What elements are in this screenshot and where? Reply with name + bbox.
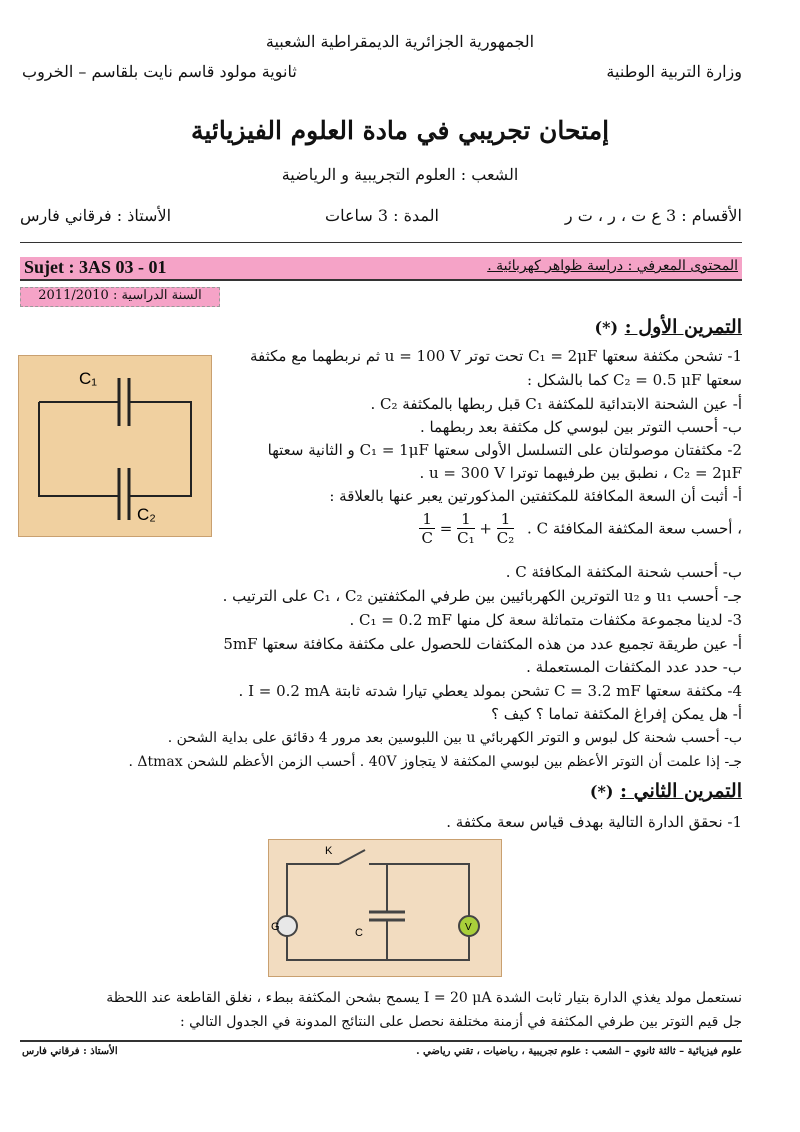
sujet-bar: [20, 257, 742, 281]
c1-label: C₁: [79, 369, 98, 388]
v-label: V: [465, 922, 472, 933]
ex1-mark: (*): [594, 318, 619, 337]
ex2-heading: [590, 780, 742, 802]
exam-title: إمتحان تجريبي في مادة العلوم الفيزيائية: [190, 116, 610, 145]
school-label: ثانوية مولود قاسم نايت بلقاسم – الخروب: [22, 62, 297, 81]
measurement-circuit: [269, 840, 501, 976]
formula-t1-den: C₁: [457, 529, 475, 547]
footer-teacher: الأستاذ : فرقاني فارس: [22, 1046, 118, 1057]
ex1-line-16: ب- أحسب شحنة كل لبوس و التوتر الكهربائي u بين اللبوسين بعد مرور 4 دقائق على بداية الشحن .: [167, 730, 742, 746]
republic-title: الجمهورية الجزائرية الديمقراطية الشعبية: [265, 32, 535, 51]
ex1-line-4: ب- أحسب التوتر بين لبوسي كل مكثفة بعد ربطهما .: [419, 418, 742, 436]
formula-lhs-num: 1: [419, 510, 435, 529]
ex2-title: التمرين الثاني :: [620, 780, 742, 802]
teacher-label: الأستاذ : فرقاني فارس: [20, 206, 172, 225]
c-label: C: [355, 927, 363, 939]
ex1-line-17: جـ- إذا علمت أن التوتر الأعظم بين لبوسي المكثفة لا يتجاوز 40V . أحسب الزمن الأعظم للشحن Δtmax .: [128, 754, 742, 770]
ex2-mark: (*): [589, 782, 614, 801]
k-label: K: [325, 845, 333, 857]
header-divider: [20, 242, 742, 243]
ex1-title: التمرين الأول :: [624, 316, 742, 338]
ex1-formula-row: [220, 510, 742, 556]
ex2-line-3: جل قيم التوتر بين طرفي المكثفة في أزمنة مختلفة نحصل على النتائج المدونة في الجدول التالي :: [180, 1014, 742, 1030]
ex1-line-12: أ- عين طريقة تجميع عدد من هذه المكثفات للحصول على مكثفة مكافئة سعتها 5mF: [223, 635, 742, 653]
formula-t2-num: 1: [497, 510, 515, 529]
ministry-label: وزارة التربية الوطنية: [606, 62, 742, 81]
ex1-figure: [18, 355, 212, 537]
branches-label: الشعب : العلوم التجريبية و الرياضية: [281, 165, 519, 184]
ex1-line-1: 1- تشحن مكثفة سعتها C₁ = 2μF تحت توتر u = 100 V ثم نربطهما مع مكثفة: [249, 347, 742, 365]
ex2-line-1: 1- نحقق الدارة التالية بهدف قياس سعة مكثفة .: [446, 813, 742, 831]
equivalent-capacitance-formula: [419, 510, 514, 547]
ex1-line-13: ب- حدد عدد المكثفات المستعملة .: [526, 658, 742, 676]
sujet-content: المحتوى المعرفي : دراسة ظواهر كهربائية .: [487, 258, 738, 274]
g-label: G: [271, 921, 280, 933]
ex1-heading: [595, 316, 743, 338]
ex1-line-9: ب- أحسب شحنة المكثفة المكافئة C .: [505, 563, 742, 581]
duration-label: المدة : 3 ساعات: [325, 206, 439, 225]
formula-plus: +: [479, 519, 492, 538]
ex1-line-14: 4- مكثفة سعتها C = 3.2 mF تشحن بمولد يعطي تيارا شدته ثابتة I = 0.2 mA .: [238, 682, 742, 700]
ex1-line-8: ، أحسب سعة المكثفة المكافئة C .: [527, 519, 742, 538]
ex1-line-6: C₂ = 2μF ، نطبق بين طرفيهما توترا u = 300 V .: [419, 464, 742, 482]
ex2-line-2: نستعمل مولد يغذي الدارة بتيار ثابت الشدة I = 20 μA يسمح بشحن المكثفة ببطء ، نغلق القاطعة عند اللحظة: [106, 990, 742, 1006]
ex1-line-5: 2- مكثفتان موصولتان على التسلسل الأولى سعتها C₁ = 1μF و الثانية سعتها: [267, 441, 742, 459]
ex1-line-2: سعتها C₂ = 0.5 μF كما بالشكل :: [526, 371, 742, 389]
ex1-line-3: أ- عين الشحنة الابتدائية للمكثفة C₁ قبل ربطها بالمكثفة C₂ .: [370, 395, 742, 413]
school-year: السنة الدراسية : 2011/2010: [20, 287, 220, 307]
ex1-line-11: 3- لدينا مجموعة مكثفات متماثلة سعة كل منها C₁ = 0.2 mF .: [349, 611, 742, 629]
ex1-line-10: جـ- أحسب u₁ و u₂ التوترين الكهربائيين بين طرفي المكثفتين C₁ ، C₂ على الترتيب .: [222, 587, 742, 605]
sujet-code: Sujet : 3AS 03 - 01: [24, 257, 167, 277]
ex1-line-15: أ- هل يمكن إفراغ المكثفة تماما ؟ كيف ؟: [491, 705, 742, 723]
formula-lhs-den: C: [421, 529, 433, 547]
c2-label: C₂: [137, 505, 156, 524]
classes-label: الأقسام : 3 ع ت ، ر ، ت ر: [564, 206, 742, 225]
formula-t2-den: C₂: [496, 529, 515, 547]
footer-course: علوم فيزيائية – ثالثة ثانوي – الشعب : علوم تجريبية ، رياضيات ، تقني رياضي .: [416, 1046, 742, 1057]
formula-eq: =: [439, 519, 453, 538]
ex1-line-7: أ- أثبت أن السعة المكافئة للمكثفتين المذكورتين يعبر عنها بالعلاقة :: [329, 487, 742, 505]
footer-divider: [20, 1040, 742, 1042]
capacitors-circuit: [19, 356, 211, 536]
formula-t1-num: 1: [457, 510, 475, 529]
ex2-figure: [268, 839, 502, 977]
